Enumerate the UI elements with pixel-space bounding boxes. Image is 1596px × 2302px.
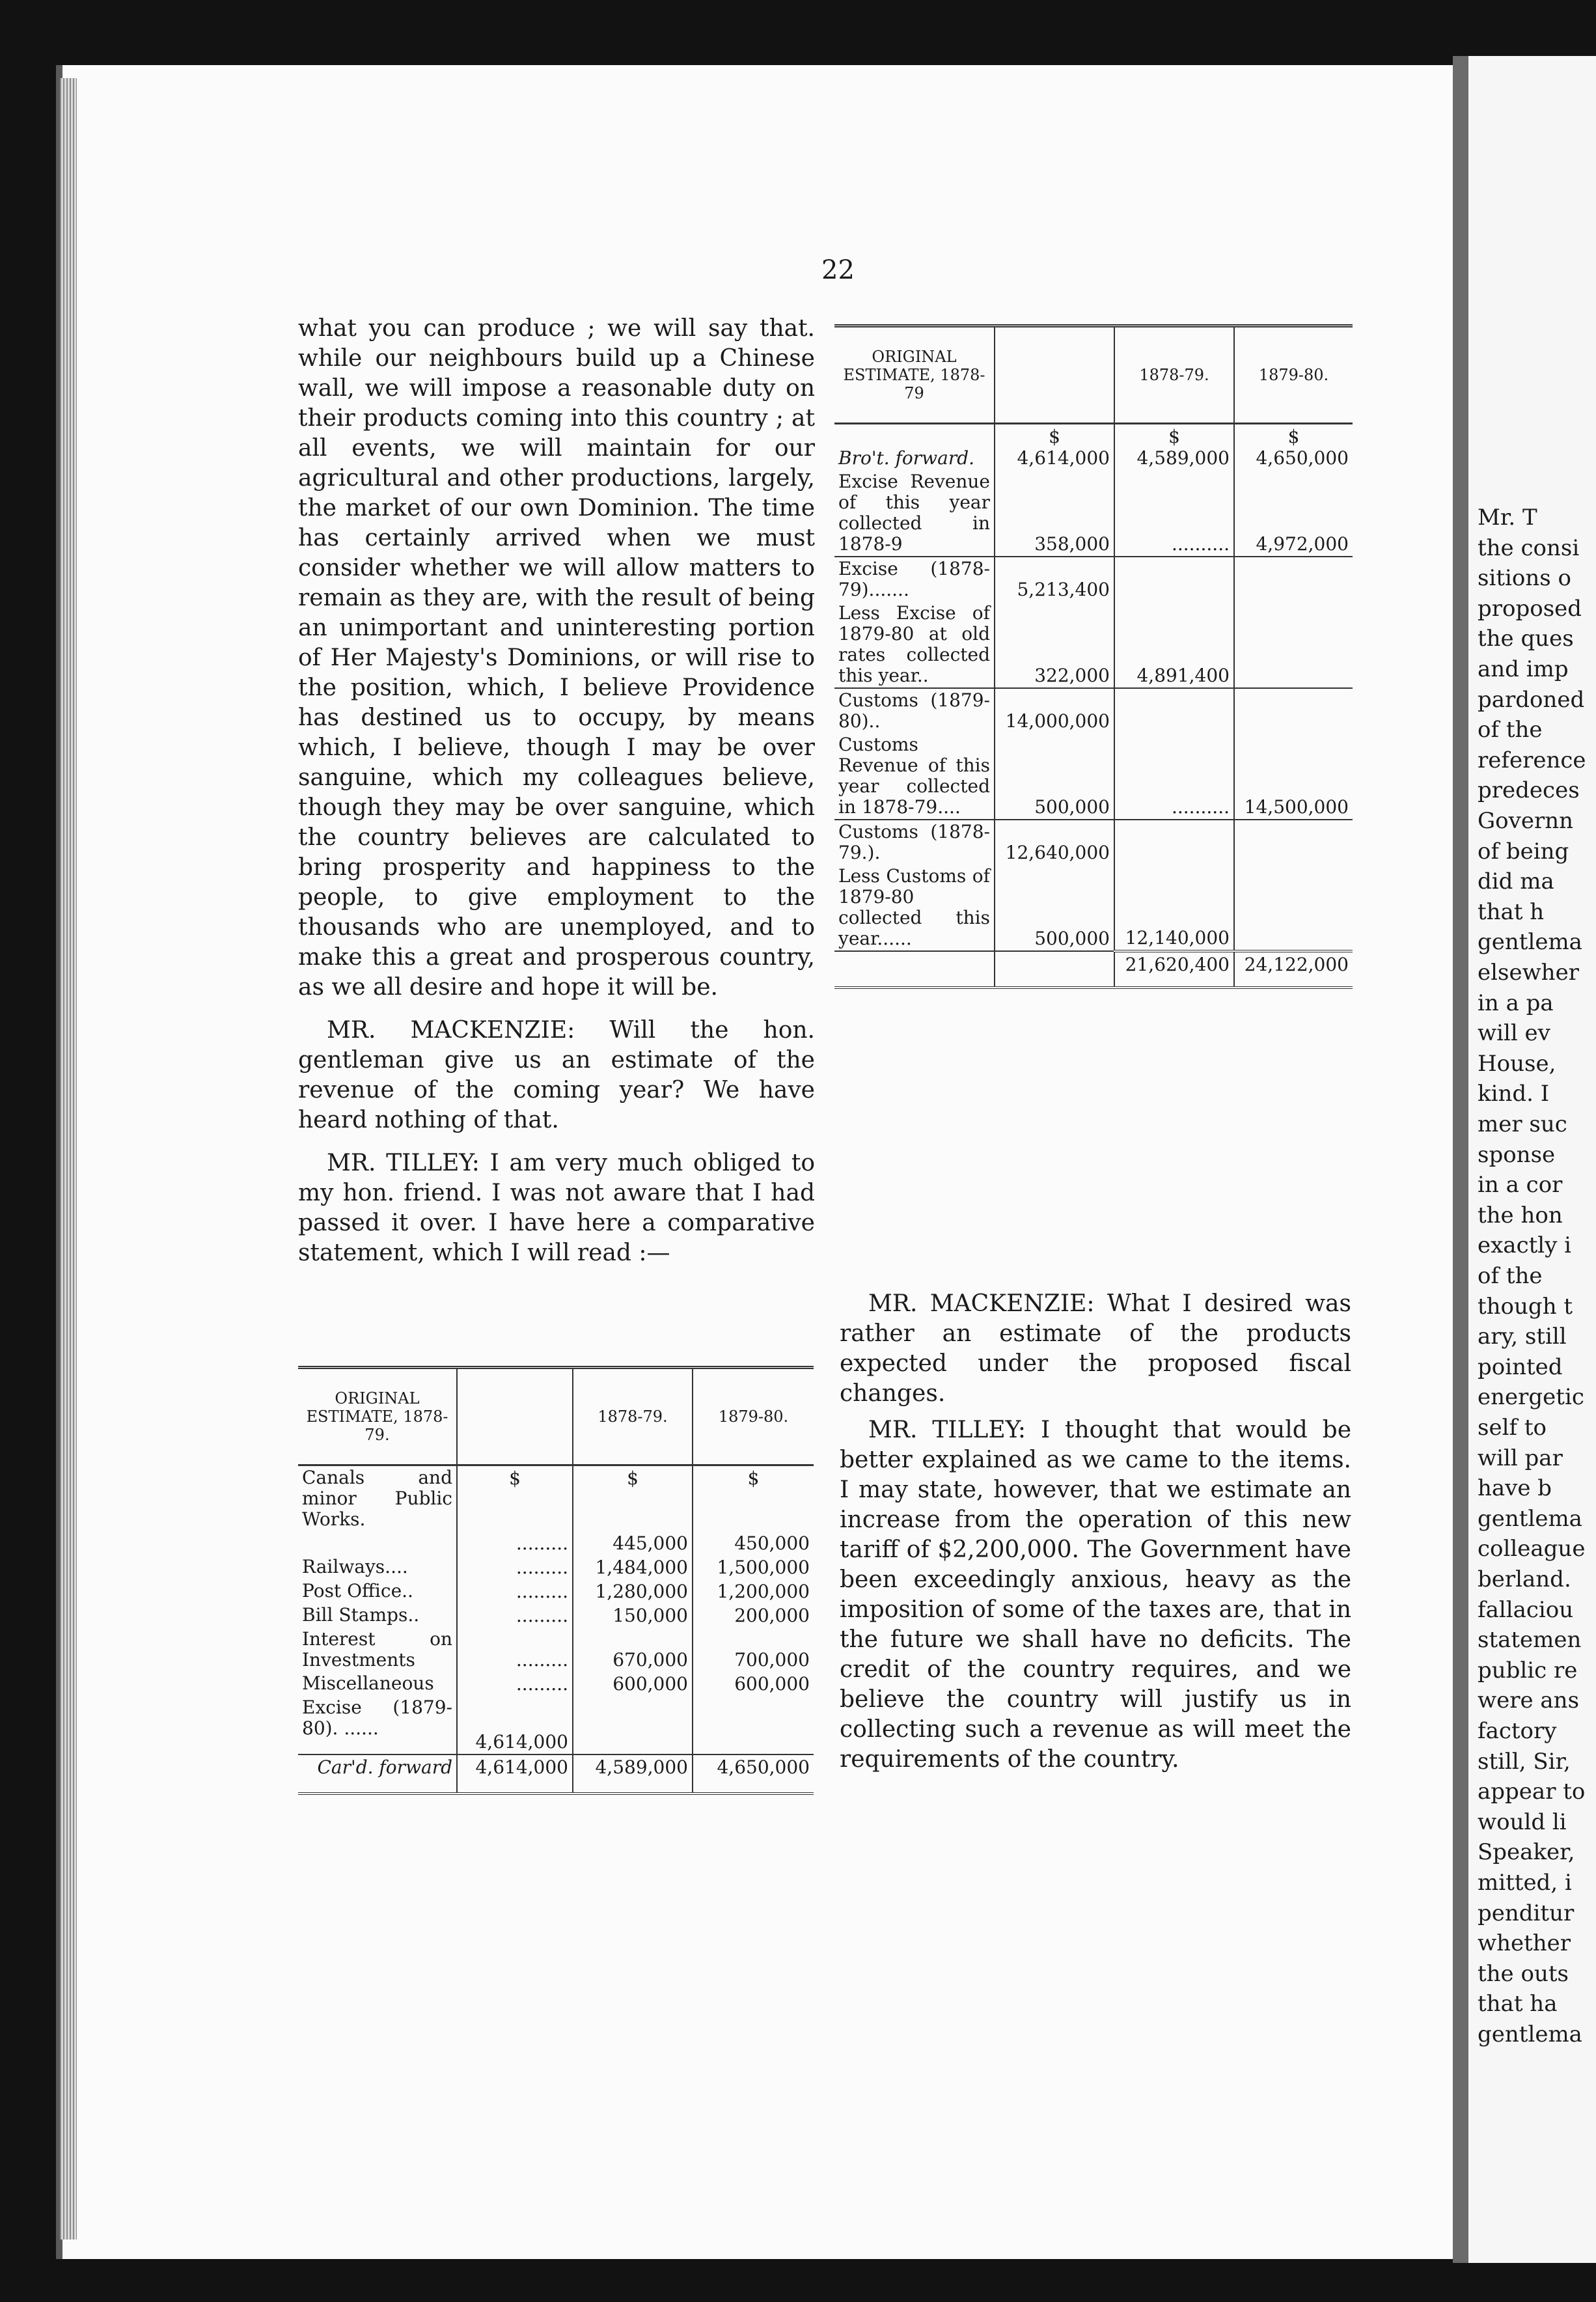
column-header: 1878-79. (1114, 326, 1234, 424)
facing-page-line: will par (1478, 1445, 1563, 1471)
cell-value: 4,650,000 (1256, 447, 1349, 469)
facing-page-line: energetic (1478, 1384, 1584, 1411)
row-label: Excise (1878-79)....... (838, 558, 990, 600)
paragraph-text: I thought that would be better explained as we came to the items. I may state, however, that we estimate an increase from the operation of this new tariff of $2,200,000. The Government have been exceedingly anxious, heavy as the imposition of some of the taxes are, that in the future we shall have no deficits. The credit of the country requires, and we believe the country will justify us in collecting such a revenue as will meet the requirements of the country. (840, 1417, 1352, 1773)
cell: 4,614,000 (457, 1696, 573, 1754)
row-label: Canals and minor Public Works. (302, 1467, 452, 1530)
facing-page-line: fallaciou (1478, 1596, 1574, 1623)
cell (1114, 424, 1234, 471)
cell (995, 424, 1114, 471)
cell: ......... (457, 1628, 573, 1672)
cell: ......... (457, 1531, 573, 1555)
facing-page-line: though t (1478, 1293, 1573, 1320)
row-label: Excise Revenue of this year collected in 1878-9 (838, 471, 990, 555)
cell: 450,000 (693, 1531, 814, 1555)
cell: 4,614,000 (457, 1754, 573, 1794)
facing-page-line: still, Sir, (1478, 1748, 1571, 1775)
cell: 12,640,000 (995, 820, 1114, 865)
facing-page (1453, 56, 1596, 2263)
facing-page-line: in a cor (1478, 1172, 1563, 1199)
paragraph-mackenzie-reply (840, 1289, 1351, 1409)
facing-page-line: ary, still (1478, 1324, 1567, 1350)
facing-page-line: that ha (1478, 1991, 1558, 2018)
facing-page-line: exactly i (1478, 1232, 1572, 1259)
facing-page-line: berland. (1478, 1566, 1571, 1592)
facing-page-line: of being (1478, 838, 1569, 865)
currency-symbol: $ (457, 1465, 573, 1532)
cell: 600,000 (693, 1672, 814, 1696)
row-label: Bill Stamps.. (302, 1604, 420, 1626)
cell: 5,213,400 (995, 557, 1114, 602)
cell: 1,500,000 (693, 1555, 814, 1579)
facing-page-line: mitted, i (1478, 1870, 1572, 1896)
facing-page-line: have b (1478, 1475, 1552, 1502)
facing-page-line: the outs (1478, 1960, 1569, 1987)
paragraph-text: Will the hon. gentleman give us an estimate of the revenue of the coming year? We have heard nothing of that. (298, 1017, 815, 1133)
facing-page-line: mer suc (1478, 1111, 1567, 1137)
facing-page-line: sitions o (1478, 565, 1571, 592)
facing-page-line: Governn (1478, 808, 1574, 834)
facing-page-line: would li (1478, 1809, 1567, 1835)
facing-page-line: did ma (1478, 868, 1554, 895)
facing-page-line: in a pa (1478, 990, 1554, 1016)
cell (573, 1696, 693, 1754)
row-label: Less Excise of 1879-80 at old rates collected this year.. (838, 602, 990, 686)
paragraph-tilley-reply (840, 1415, 1351, 1775)
facing-page-line: public re (1478, 1657, 1578, 1684)
facing-page-line: elsewher (1478, 960, 1579, 986)
cell: 670,000 (573, 1628, 693, 1672)
facing-page-line: self to (1478, 1415, 1547, 1441)
facing-page-line: of the (1478, 1263, 1543, 1289)
row-label: Post Office.. (302, 1580, 413, 1602)
cell: 4,972,000 (1234, 470, 1353, 557)
cell (1234, 424, 1353, 471)
facing-page-line: pointed (1478, 1353, 1563, 1380)
facing-page-line: gentlema (1478, 1505, 1582, 1532)
column-header: ORIGINAL ESTIMATE, 1878-79 (843, 348, 985, 402)
facing-page-line: sponse (1478, 1141, 1556, 1168)
row-label: Excise (1879-80). ...... (302, 1697, 452, 1739)
facing-page-line: proposed (1478, 595, 1582, 622)
currency-symbol: $ (693, 1465, 814, 1532)
cell: .......... (1114, 733, 1234, 820)
facing-page-line: the ques (1478, 626, 1574, 652)
row-label: Railways.... (302, 1556, 408, 1577)
row-label: Miscellaneous (302, 1672, 434, 1694)
cell: 14,500,000 (1234, 733, 1353, 820)
facing-page-line: and imp (1478, 656, 1569, 682)
continued-statement-table (834, 324, 1353, 989)
facing-page-line: whether (1478, 1930, 1571, 1957)
facing-page-line: colleague (1478, 1536, 1586, 1562)
row-label: Bro't. forward. (838, 447, 975, 469)
speaker-name: MR. TILLEY: (868, 1417, 1026, 1443)
cell: ......... (457, 1555, 573, 1579)
cell: 1,484,000 (573, 1555, 693, 1579)
paragraph-closing-speech: what you can produce ; we will say that. while our neighbours build up a Chinese wall, we will impose a reasonable duty on their products coming into this country ; at all events, we will maintain for our agricultural and other productions, largely, the market of our own Dominion. The time has certainly arrived when we must consider whether we will allow matters to remain as they are, with the result of being an unimportant and uninteresting portion of Her Majesty's Dominions, or will rise to the position, which, I believe Providence has destined us to occupy, by means which, I believe, though I may be over sanguine, which my colleagues believe, though they may be over sanguine, which the country believes are calculated to bring prosperity and happiness to the people, to give employment to the thousands who are unemployed, and to make this a great and prosperous country, as we all desire and hope it will be. (298, 315, 815, 1001)
facing-page-line: Mr. T (1478, 505, 1537, 531)
facing-page-line: penditur (1478, 1900, 1575, 1926)
facing-page-line: Speaker, (1478, 1839, 1575, 1866)
cell: ......... (457, 1672, 573, 1696)
facing-page-line: predeces (1478, 777, 1580, 804)
paragraph-mackenzie-question (298, 1016, 815, 1135)
cell: ......... (457, 1603, 573, 1628)
right-column (840, 1289, 1351, 1775)
currency-symbol: $ (1287, 426, 1300, 447)
cell: 500,000 (995, 733, 1114, 820)
left-column (298, 314, 815, 1268)
currency-symbol: $ (1168, 426, 1180, 447)
cell: ......... (457, 1579, 573, 1603)
facing-page-line: the hon (1478, 1202, 1563, 1228)
facing-page-line: of the (1478, 717, 1543, 743)
page-number: 22 (821, 255, 855, 285)
cell: 600,000 (573, 1672, 693, 1696)
currency-symbol: $ (573, 1465, 693, 1532)
paragraph-text: What I desired was rather an estimate of the products expected under the proposed fiscal changes. (840, 1290, 1351, 1407)
cell: 12,140,000 (1114, 865, 1234, 951)
column-header (457, 1368, 573, 1465)
cell: 500,000 (995, 865, 1114, 951)
row-label: Customs (1878-79.). (838, 821, 990, 863)
cell: 1,280,000 (573, 1579, 693, 1603)
facing-page-line: the consi (1478, 534, 1580, 561)
facing-page-line: factory (1478, 1718, 1557, 1744)
cell: 4,891,400 (1114, 602, 1234, 688)
column-header: 1879-80. (1234, 326, 1353, 424)
facing-page-line: gentlema (1478, 929, 1582, 956)
cell: 322,000 (995, 602, 1114, 688)
cell: 4,589,000 (573, 1754, 693, 1794)
row-label: Less Customs of 1879-80 collected this year...... (838, 865, 990, 949)
cell: .......... (1114, 470, 1234, 557)
facing-page-line: House, (1478, 1050, 1556, 1077)
paragraph-tilley-answer (298, 1148, 815, 1268)
column-header: 1878-79. (573, 1368, 693, 1465)
cell (693, 1696, 814, 1754)
cell: 150,000 (573, 1603, 693, 1628)
cell-value: 4,589,000 (1136, 447, 1230, 469)
facing-page-line: that h (1478, 898, 1545, 925)
cell: 14,000,000 (995, 688, 1114, 733)
speaker-name: MR. MACKENZIE: (868, 1290, 1095, 1317)
cell: 1,200,000 (693, 1579, 814, 1603)
row-label: Car'd. forward (317, 1756, 452, 1778)
facing-page-line: statemen (1478, 1627, 1582, 1654)
speaker-name: MR. TILLEY: (327, 1150, 480, 1176)
facing-page-line: were ans (1478, 1687, 1580, 1714)
facing-page-line: reference (1478, 747, 1586, 773)
facing-page-line: gentlema (1478, 2021, 1582, 2047)
row-label: Customs Revenue of this year collected in 1878-79.... (838, 734, 990, 818)
cell: 4,650,000 (693, 1754, 814, 1794)
column-header: 1879-80. (693, 1368, 814, 1465)
row-label: Interest on Investments (302, 1628, 452, 1671)
page-edge (60, 78, 77, 2240)
currency-symbol: $ (1049, 426, 1060, 447)
comparative-statement-table (298, 1366, 814, 1795)
facing-page-line: appear to (1478, 1779, 1586, 1805)
paragraph-text: I am very much obliged to my hon. friend. I was not aware that I had passed it over. I have here a comparative statement, which I will read :— (298, 1150, 815, 1266)
cell: 700,000 (693, 1628, 814, 1672)
total-cell: 24,122,000 (1234, 951, 1353, 988)
column-header (995, 326, 1114, 424)
facing-page-line: kind. I (1478, 1081, 1550, 1107)
speaker-name: MR. MACKENZIE: (327, 1017, 575, 1044)
cell: 358,000 (995, 470, 1114, 557)
cell: 445,000 (573, 1531, 693, 1555)
column-header: ORIGINAL ESTIMATE, 1878-79. (306, 1389, 448, 1444)
cell: 200,000 (693, 1603, 814, 1628)
facing-page-line: pardoned (1478, 686, 1585, 713)
facing-page-line: will ev (1478, 1020, 1550, 1047)
cell-value: 4,614,000 (1017, 447, 1110, 469)
row-label: Customs (1879-80).. (838, 689, 990, 732)
total-cell: 21,620,400 (1114, 951, 1234, 988)
